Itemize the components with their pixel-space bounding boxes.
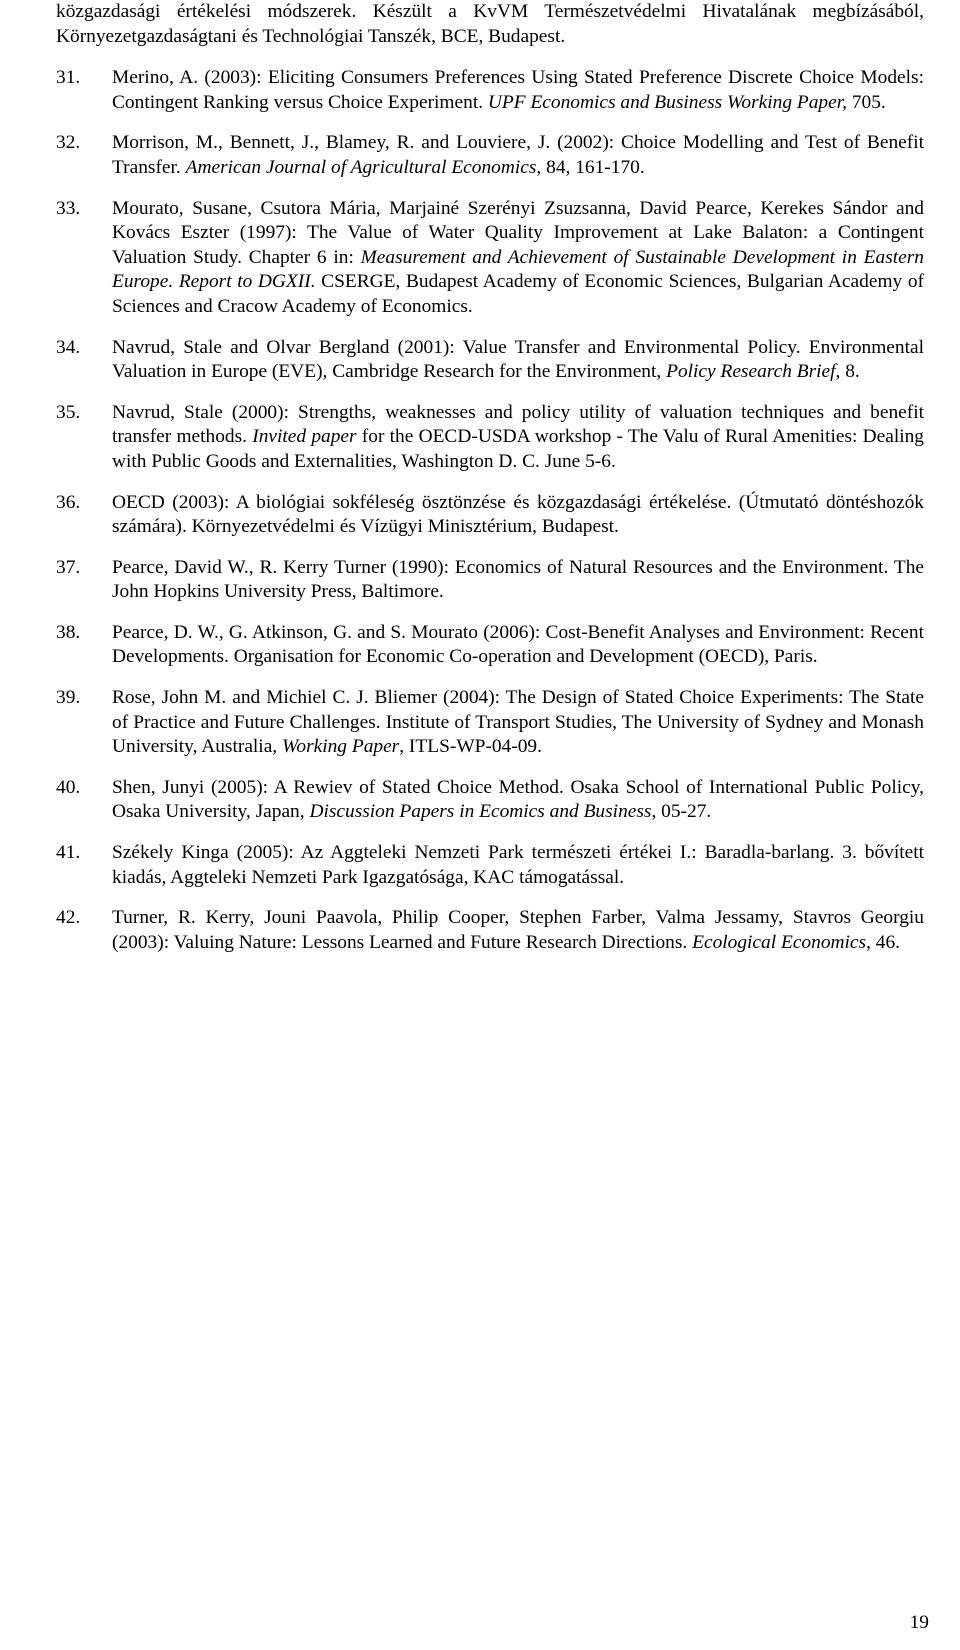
reference-text-segment: Rose, John M. and Michiel C. J. Bliemer (2004): The Design of Stated Choice Experiments: The State of Practice and Future Challenges. Institute of Transport Studies, The University of Sydney and Monash University, Australia, — [112, 687, 924, 758]
reference-text-segment: for the OECD-USDA workshop - The Valu of Rural Amenities: Dealing with Public Goods and Externalities, Washington D. C. June 5-6. — [112, 426, 924, 472]
reference-text — [112, 907, 924, 953]
reference-item — [56, 491, 924, 540]
reference-text-segment: Turner, R. Kerry, Jouni Paavola, Philip Cooper, Stephen Farber, Valma Jessamy, Stavros Georgiu (2003): Valuing Nature: Lessons Learned and Future Research Directions. — [112, 907, 924, 953]
reference-text — [112, 337, 924, 383]
reference-text-segment: , 84, 161-170. — [536, 156, 645, 178]
reference-italic-title: Working Paper — [282, 736, 400, 758]
reference-text-segment: , 46. — [866, 931, 900, 953]
reference-italic-title: Measurement and Achievement of Sustainable Development in Eastern Europe. Report to DGXII. — [112, 246, 924, 293]
reference-italic-title: UPF Economics and Business Working Paper, — [487, 91, 847, 113]
reference-item — [56, 776, 924, 825]
reference-text — [112, 198, 924, 317]
page-number: 19 — [909, 1612, 929, 1633]
reference-text — [112, 492, 924, 538]
reference-text — [112, 842, 924, 888]
reference-text: közgazdasági értékelési módszerek. Készült a KvVM Természetvédelmi Hivatalának megbízásából, Környezetgazdaságtani és Technológiai Tanszék, BCE, Budapest. — [56, 1, 924, 47]
reference-item — [56, 556, 924, 605]
reference-text-segment: Pearce, D. W., G. Atkinson, G. and S. Mourato (2006): Cost-Benefit Analyses and Environment: Recent Developments. Organisation for Economic Co-operation and Development (OECD), Paris. — [112, 621, 924, 668]
reference-item — [56, 131, 924, 180]
reference-number: 40. — [56, 776, 81, 798]
reference-text — [112, 67, 924, 113]
reference-text-segment: OECD (2003): A biológiai sokféleség ösztönzése és közgazdasági értékelése. (Útmutató döntéshozók számára). Környezetvédelmi és Vízügyi Minisztérium, Budapest. — [112, 491, 924, 538]
reference-item — [56, 197, 924, 320]
reference-text-segment: Navrud, Stale (2000): Strengths, weaknesses and policy utility of valuation techniques and benefit transfer methods. — [112, 401, 924, 448]
reference-italic-title: Ecological Economics — [692, 931, 867, 953]
reference-text-segment: Székely Kinga (2005): Az Aggteleki Nemzeti Park természeti értékei I.: Baradla-barlang. 3. bővített kiadás, Aggteleki Nemzeti Park Igazgatósága, KAC támogatással. — [112, 842, 924, 888]
reference-italic-title: Invited paper — [252, 426, 357, 448]
reference-text-segment: , 05-27. — [651, 801, 712, 823]
reference-text-segment: Mourato, Susane, Csutora Mária, Marjainé Szerényi Zsuzsanna, David Pearce, Kerekes Sándor and Kovács Eszter (1997): The Value of Water Quality Improvement at Lake Balaton: a Contingent Valuation Study. Chapter 6 in: — [112, 197, 924, 268]
reference-number: 34. — [56, 336, 81, 358]
reference-entries — [56, 66, 924, 955]
reference-text-segment: Pearce, David W., R. Kerry Turner (1990): Economics of Natural Resources and the Environment. The John Hopkins University Press, Baltimore. — [112, 556, 924, 603]
reference-number: 42. — [56, 907, 81, 929]
reference-text-segment: Merino, A. (2003): Eliciting Consumers Preferences Using Stated Preference Discrete Choice Models: Contingent Ranking versus Choice Experiment. — [112, 67, 924, 113]
reference-item — [56, 401, 924, 475]
reference-item — [56, 66, 924, 115]
reference-number: 37. — [56, 556, 81, 578]
reference-text-segment: Shen, Junyi (2005): A Rewiev of Stated Choice Method. Osaka School of International Public Policy, Osaka University, Japan, — [112, 776, 924, 823]
reference-number: 32. — [56, 132, 81, 154]
reference-number: 39. — [56, 687, 81, 709]
reference-number: 31. — [56, 67, 81, 89]
reference-italic-title: American Journal of Agricultural Economics — [185, 156, 537, 178]
reference-text — [112, 402, 924, 472]
reference-number: 35. — [56, 401, 81, 423]
reference-item — [56, 621, 924, 670]
reference-text — [112, 557, 924, 603]
reference-text — [112, 622, 924, 668]
reference-text-segment: , 8. — [835, 361, 860, 383]
reference-text-segment: , ITLS-WP-04-09. — [399, 736, 542, 758]
reference-text-segment: CSERGE, Budapest Academy of Economic Sciences, Bulgarian Academy of Sciences and Cracow Academy of Economics. — [112, 271, 924, 317]
reference-text — [112, 777, 924, 823]
reference-italic-title: Policy Research Brief — [666, 361, 836, 383]
reference-item — [56, 336, 924, 385]
reference-text — [112, 132, 924, 178]
reference-item — [56, 686, 924, 760]
reference-text-segment: 705. — [846, 91, 886, 113]
reference-number: 38. — [56, 621, 81, 643]
reference-number: 41. — [56, 842, 81, 864]
reference-list — [56, 0, 924, 971]
reference-number: 33. — [56, 197, 81, 219]
reference-text — [112, 687, 924, 757]
reference-number: 36. — [56, 491, 81, 513]
reference-text-segment: Navrud, Stale and Olvar Bergland (2001): Value Transfer and Environmental Policy. Environmental Valuation in Europe (EVE), Cambridge Research for the Environment, — [112, 336, 924, 383]
reference-text-segment: Morrison, M., Bennett, J., Blamey, R. and Louviere, J. (2002): Choice Modelling and Test of Benefit Transfer. — [112, 132, 924, 178]
reference-italic-title: Discussion Papers in Ecomics and Business — [309, 801, 652, 823]
reference-item — [56, 906, 924, 955]
reference-continuation — [56, 0, 924, 49]
reference-item — [56, 841, 924, 890]
